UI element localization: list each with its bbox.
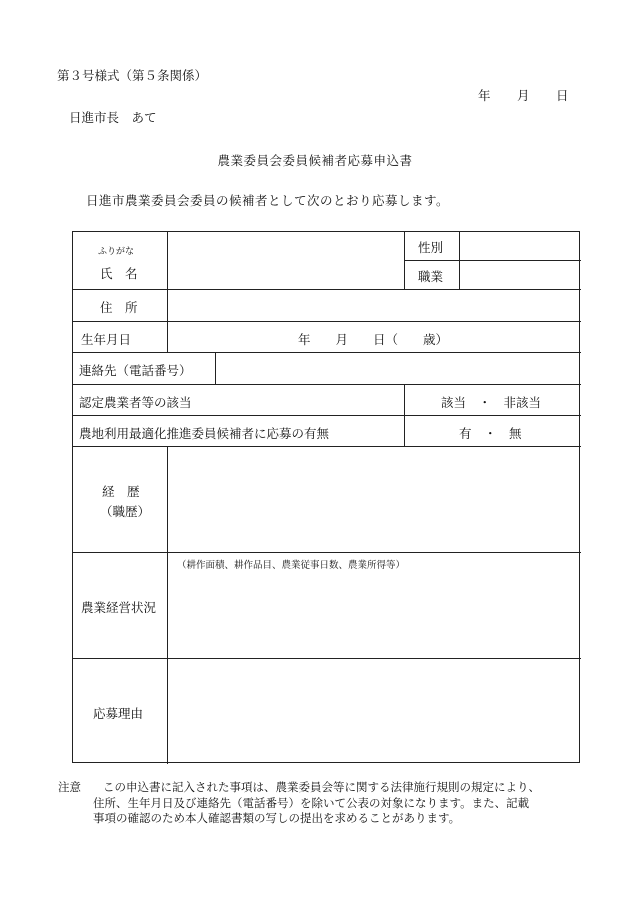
occupation-label: 職業 [418,269,444,284]
promotion-committee-options: 有 ・ 無 [459,426,522,441]
column-divider [404,232,405,289]
farming-status-hint: （耕作面積、耕作品目、農業従事日数、農業所得等） [177,560,406,571]
document-title: 農業委員会委員候補者応募申込書 [217,153,413,168]
row-divider [73,415,581,416]
column-divider [459,232,460,289]
note-label: 注意 [58,780,81,794]
career-sub-label: （職歴） [100,504,151,519]
application-reason-label: 応募理由 [93,706,144,721]
promotion-committee-label: 農地利用最適化推進委員候補者に応募の有無 [79,426,330,441]
note-block [58,780,588,795]
row-divider [404,260,581,261]
certified-farmer-label: 認定農業者等の該当 [79,395,192,410]
column-divider [404,384,405,446]
contact-label: 連絡先（電話番号） [79,363,192,378]
name-label: 氏 名 [100,266,138,281]
form-number-label: 第３号様式（第５条関係） [57,68,208,83]
birthdate-template: 年 月 日（ 歳） [298,332,449,347]
note-line-2: 住所、生年月日及び連絡先（電話番号）を除いて公表の対象になります。また、記載 [93,796,530,810]
certified-farmer-options: 該当 ・ 非該当 [441,395,542,410]
row-divider [73,446,581,447]
row-divider [73,658,581,659]
addressee: 日進市長 あて [69,110,157,125]
intro-text: 日進市農業委員会委員の候補者として次のとおり応募します。 [86,193,450,208]
row-divider [73,352,581,353]
note-line-1: この申込書に記入された事項は、農業委員会等に関する法律施行規則の規定により、 [103,780,540,794]
gender-label: 性別 [418,240,444,255]
row-divider [73,384,581,385]
column-divider [167,232,168,352]
career-label: 経 歴 [102,484,140,499]
application-form-table [72,231,580,763]
farming-status-label: 農業経営状況 [81,600,157,615]
row-divider [73,552,581,553]
row-divider [73,289,581,290]
furigana-label: ふりがな [98,247,135,257]
column-divider [167,446,168,764]
birthdate-label: 生年月日 [81,332,132,347]
address-label: 住 所 [100,300,138,315]
date-line: 年 月 日 [478,88,570,103]
row-divider [73,321,581,322]
column-divider [215,352,216,384]
note-line-3: 事項の確認のため本人確認書類の写しの提出を求めることがあります。 [93,811,461,825]
